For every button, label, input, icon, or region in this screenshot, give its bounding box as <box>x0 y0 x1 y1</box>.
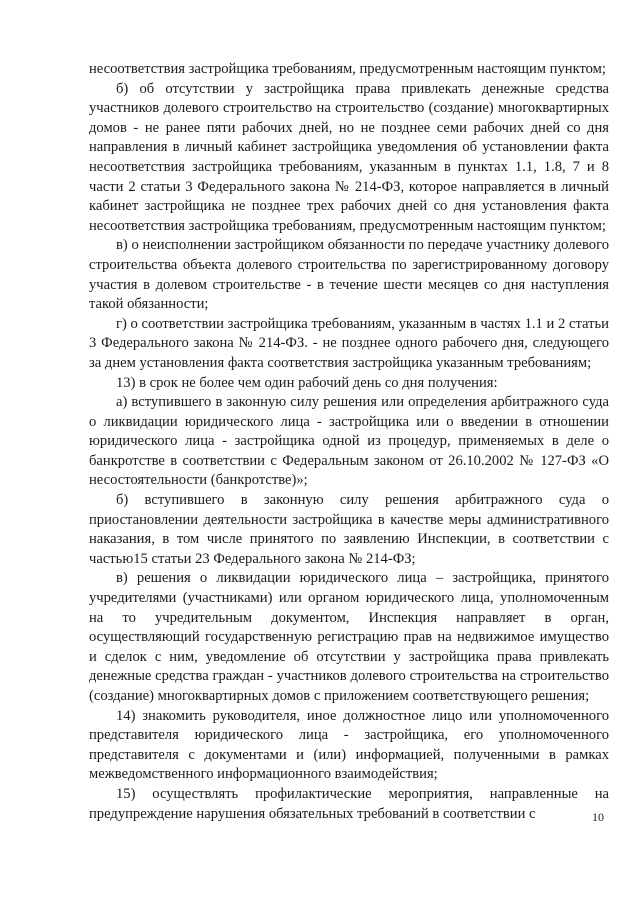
paragraph-continuation: несоответствия застройщика требованиям, предусмотренным настоящим пунктом; <box>89 61 606 77</box>
paragraph-13: 13) в срок не более чем один рабочий день со дня получения: <box>116 374 498 391</box>
paragraph-v: в) о неисполнении застройщиком обязанности по передаче участнику долевого строительства объекта долевого строительства по зарегистрированному договору участия в долевом строительстве - в течение шести месяцев со дня наступления такой обязанности; <box>89 237 609 313</box>
paragraph-13-b: б) вступившего в законную силу решения арбитражного суда о приостановлении деятельности застройщика в качестве меры административного наказания, в том числе принятого по заявлению Инспекции, в соответствии с частью15 статьи 23 Федерального закона № 214-ФЗ; <box>89 492 609 567</box>
body-text <box>89 60 609 824</box>
paragraph-14: 14) знакомить руководителя, иное должностное лицо или уполномоченного представителя юридического лица - застройщика, его уполномоченного представителя с документами и (или) информацией, полученными в рамках межведомственного информационного взаимодействия; <box>89 707 609 783</box>
paragraph-13-a: а) вступившего в законную силу решения или определения арбитражного суда о ликвидации юридического лица - застройщика или о введении в отношении юридического лица - застройщика одной из процедур, применяемых в деле о банкротстве в соответствии с Федеральным законом от 26.10.2002 № 127-ФЗ «О несостоятельности (банкротстве)»; <box>89 394 609 489</box>
paragraph-15: 15) осуществлять профилактические мероприятия, направленные на предупреждение нарушения обязательных требований в соответствии с <box>89 785 609 822</box>
page-number: 10 <box>592 810 604 824</box>
paragraph-b: б) об отсутствии у застройщика права привлекать денежные средства участников долевого строительство на строительство (создание) многоквартирных домов - не ранее пяти рабочих дней, но не позднее семи рабочих дней со дня направления в личный кабинет застройщика уведомления об установлении факта несоответствия застройщика требованиям, указанным в пунктах 1.1, 1.8, 7 и 8 части 2 статьи 3 Федерального закона № 214-ФЗ, которое направляется в личный кабинет застройщика не позднее трех рабочих дней со дня установления факта несоответствия застройщика требованиям, предусмотренным настоящим пунктом; <box>89 80 609 234</box>
paragraph-13-v: в) решения о ликвидации юридического лица – застройщика, принятого учредителями (участниками) или органом юридического лица, уполномоченным на то учредительным документом, Инспекция направляет в орган, осуществляющий государственную регистрацию прав на недвижимое имущество и сделок с ним, уведомление об отсутствии у застройщика права привлекать денежные средства граждан - участников долевого строительства на строительство (создание) многоквартирных домов с приложением соответствующего решения; <box>89 570 609 704</box>
paragraph-g: г) о соответствии застройщика требованиям, указанным в частях 1.1 и 2 статьи 3 Федерального закона № 214-ФЗ. - не позднее одного рабочего дня, следующего за днем установления факта соответствия застройщика указанным требованиям; <box>89 315 609 371</box>
